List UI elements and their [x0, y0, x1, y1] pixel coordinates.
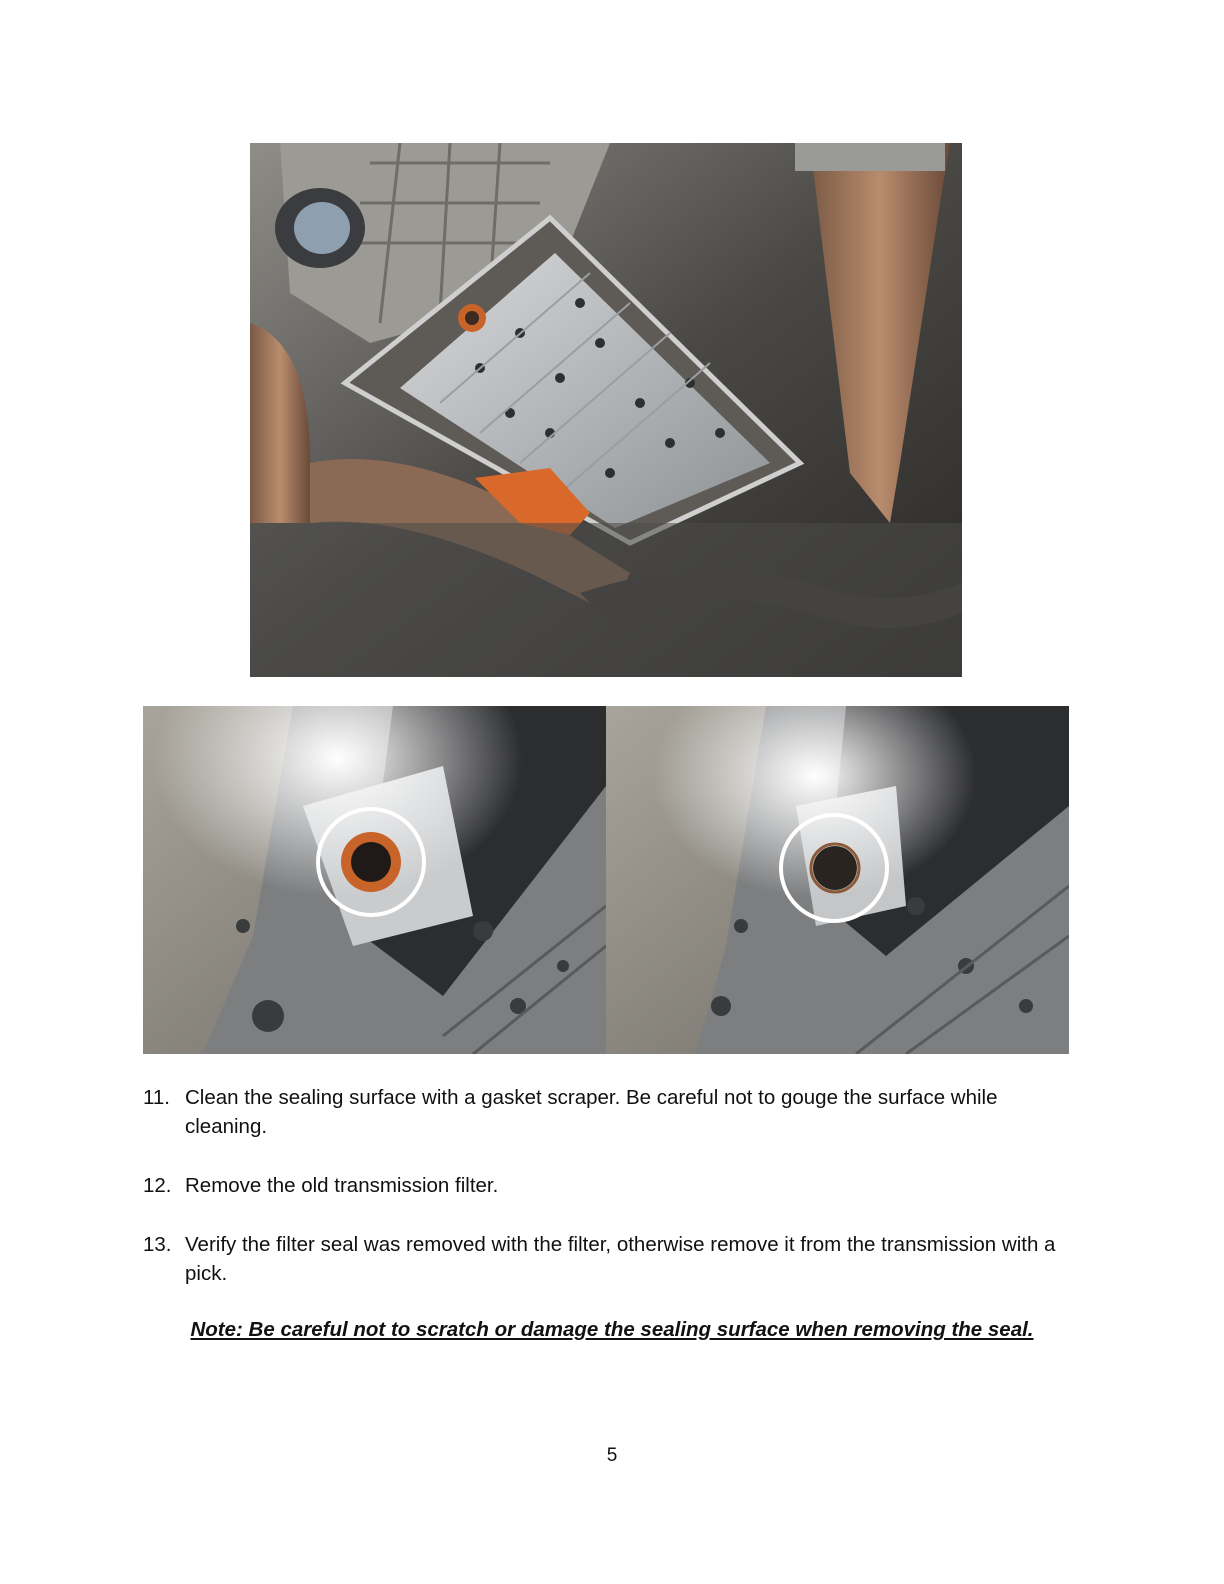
step-text: Remove the old transmission filter.: [185, 1174, 499, 1197]
transmission-underside-photo: [250, 143, 962, 677]
step-12: [143, 1171, 1063, 1200]
step-number: 13.: [143, 1233, 172, 1256]
step-number: 12.: [143, 1174, 172, 1197]
instruction-steps: [143, 1083, 1063, 1318]
step-text: Verify the filter seal was removed with the filter, otherwise remove it from the transmission with a pick.: [185, 1233, 1056, 1285]
seal-in-place-photo: [143, 706, 606, 1054]
step-13: [143, 1230, 1063, 1288]
seal-removed-photo: [606, 706, 1069, 1054]
step-number: 11.: [143, 1086, 170, 1109]
caution-note: Note: Be careful not to scratch or damage the sealing surface when removing the seal.: [190, 1318, 1034, 1341]
page-number: 5: [606, 1445, 618, 1466]
step-11: [143, 1083, 1063, 1141]
step-text: Clean the sealing surface with a gasket scraper. Be careful not to gouge the surface while cleaning.: [185, 1086, 998, 1138]
